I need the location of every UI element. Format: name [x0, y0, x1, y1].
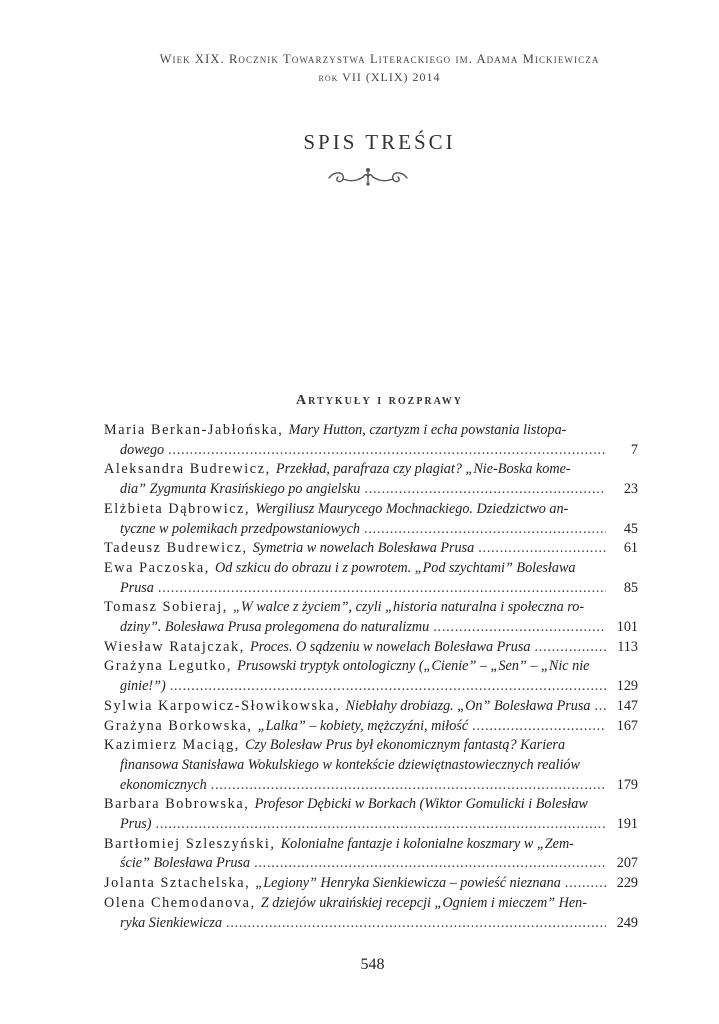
entry-title: Prusowski tryptyk ontologiczny („Cienie” – „Sen” – „Nic nie	[237, 658, 590, 675]
entry-title: Czy Bolesław Prus był ekonomicznym fantastą? Kariera	[245, 737, 566, 754]
entry-page-number: 167	[616, 717, 638, 734]
entry-author: Sylwia Karpowicz-Słowikowska,	[104, 697, 346, 714]
entry-page-number: 61	[623, 540, 638, 557]
leader-dots	[535, 638, 607, 658]
entry-page-number: 7	[630, 441, 638, 458]
leader-dots	[156, 815, 606, 835]
entry-title: Od szkicu do obrazu i z powrotem. „Pod szychtami” Bolesława	[215, 559, 576, 576]
entry-title: Z dziejów ukraińskiej recepcji „Ogniem i mieczem” Hen-	[260, 894, 587, 911]
entry-author: Jolanta Sztachelska,	[104, 875, 256, 892]
toc-entry	[104, 697, 638, 717]
entry-title: Niebłahy drobiazg. „On” Bolesława Prusa	[345, 697, 591, 714]
entry-author: Ewa Paczoska,	[104, 559, 216, 576]
journal-title: Wiek XIX. Rocznik Towarzystwa Literackiego im. Adama Mickiewicza	[159, 52, 600, 66]
entry-page-number: 85	[623, 579, 638, 596]
toc-entry	[104, 500, 638, 539]
entry-page-number: 45	[623, 520, 638, 537]
entry-page-number: 113	[617, 638, 638, 655]
leader-dots	[472, 717, 606, 737]
entry-author: Elżbieta Dąbrowicz,	[104, 500, 256, 517]
entry-author: Grażyna Borkowska,	[104, 717, 258, 734]
entry-author: Barbara Bobrowska,	[104, 796, 255, 813]
entry-title: Prus)	[120, 816, 152, 833]
entry-author: Kazimierz Maciąg,	[104, 737, 246, 754]
toc-entry	[104, 717, 638, 737]
toc-entry	[104, 559, 638, 598]
entry-title: ście” Bolesława Prusa	[120, 855, 251, 872]
entry-author: Maria Berkan-Jabłońska,	[104, 422, 289, 438]
toc-entry	[104, 638, 638, 658]
entry-page-number: 129	[616, 678, 638, 695]
entry-title: Symetria w nowelach Bolesława Prusa	[252, 540, 475, 557]
entry-title: Kolonialne fantazje i kolonialne koszmary w „Zem-	[280, 835, 574, 852]
toc-entry	[104, 835, 638, 874]
leader-dots	[158, 579, 606, 599]
entry-title: Mary Hutton, czartyzm i echa powstania listopa-	[288, 422, 567, 438]
entry-title: finansowa Stanisława Wokulskiego w kontekście dziewiętnastowiecznych realiów	[120, 756, 580, 773]
entry-author: Olena Chemodanova,	[104, 894, 261, 911]
table-of-contents	[104, 421, 638, 933]
leader-dots	[226, 914, 606, 934]
leader-dots	[170, 677, 606, 697]
entry-title: „Lalka” – kobiety, mężczyźni, miłość	[257, 717, 469, 734]
entry-title: ryka Sienkiewicza	[120, 914, 223, 931]
entry-page-number: 229	[616, 875, 638, 892]
entry-page-number: 249	[616, 914, 638, 931]
entry-title: tyczne w polemikach przedpowstaniowych	[120, 520, 360, 537]
entry-title: „Legiony” Henryka Sienkiewicza – powieść nieznana	[255, 875, 561, 892]
entry-title: Przekład, parafraza czy plagiat? „Nie-Boska kome-	[275, 461, 571, 478]
journal-year: rok VII (XLIX) 2014	[318, 70, 441, 84]
entry-author: Bartłomiej Szleszyński,	[104, 835, 281, 852]
leader-dots	[168, 441, 606, 461]
leader-dots	[364, 520, 606, 540]
toc-entry	[104, 736, 638, 795]
entry-page-number: 191	[616, 816, 638, 833]
toc-entry	[104, 598, 638, 637]
section-heading: Artykuły i rozprawy	[296, 393, 463, 408]
entry-title: Proces. O sądzeniu w nowelach Bolesława Prusa	[250, 638, 531, 655]
page-title: SPIS TREŚCI	[303, 130, 456, 154]
toc-entry	[104, 421, 638, 460]
leader-dots	[364, 480, 606, 500]
toc-entry	[104, 657, 638, 696]
entry-title: „W walce z życiem”, czyli „historia naturalna i społeczna ro-	[233, 599, 585, 616]
entry-page-number: 147	[616, 697, 638, 714]
toc-entry	[104, 539, 638, 559]
ornament-icon	[325, 166, 411, 188]
leader-dots	[433, 618, 606, 638]
entry-page-number: 101	[616, 619, 638, 636]
leader-dots	[211, 776, 606, 796]
running-header	[0, 52, 719, 85]
entry-author: Wiesław Ratajczak,	[104, 638, 251, 655]
entry-title: dia” Zygmunta Krasińskiego po angielsku	[120, 481, 361, 498]
entry-page-number: 23	[623, 481, 638, 498]
entry-title: dowego	[120, 441, 165, 458]
toc-entry	[104, 874, 638, 894]
entry-author: Tomasz Sobieraj,	[104, 599, 234, 616]
entry-title: dziny”. Bolesława Prusa prolegomena do naturalizmu	[120, 619, 430, 636]
toc-entry	[104, 894, 638, 933]
leader-dots	[595, 697, 607, 717]
leader-dots	[478, 539, 606, 559]
entry-author: Aleksandra Budrewicz,	[104, 461, 276, 478]
page-number: 548	[360, 956, 385, 973]
leader-dots	[254, 854, 606, 874]
entry-title: ekonomicznych	[120, 776, 207, 793]
toc-entry	[104, 460, 638, 499]
entry-page-number: 179	[616, 776, 638, 793]
entry-author: Tadeusz Budrewicz,	[104, 540, 253, 557]
entry-title: Profesor Dębicki w Borkach (Wiktor Gomulicki i Bolesław	[254, 796, 588, 813]
entry-page-number: 207	[616, 855, 638, 872]
leader-dots	[565, 874, 606, 894]
toc-entry	[104, 795, 638, 834]
entry-author: Grażyna Legutko,	[104, 658, 238, 675]
entry-title: ginie!”)	[120, 678, 166, 695]
entry-title: Wergiliusz Maurycego Mochnackiego. Dziedzictwo an-	[255, 500, 569, 517]
entry-title: Prusa	[120, 579, 154, 596]
